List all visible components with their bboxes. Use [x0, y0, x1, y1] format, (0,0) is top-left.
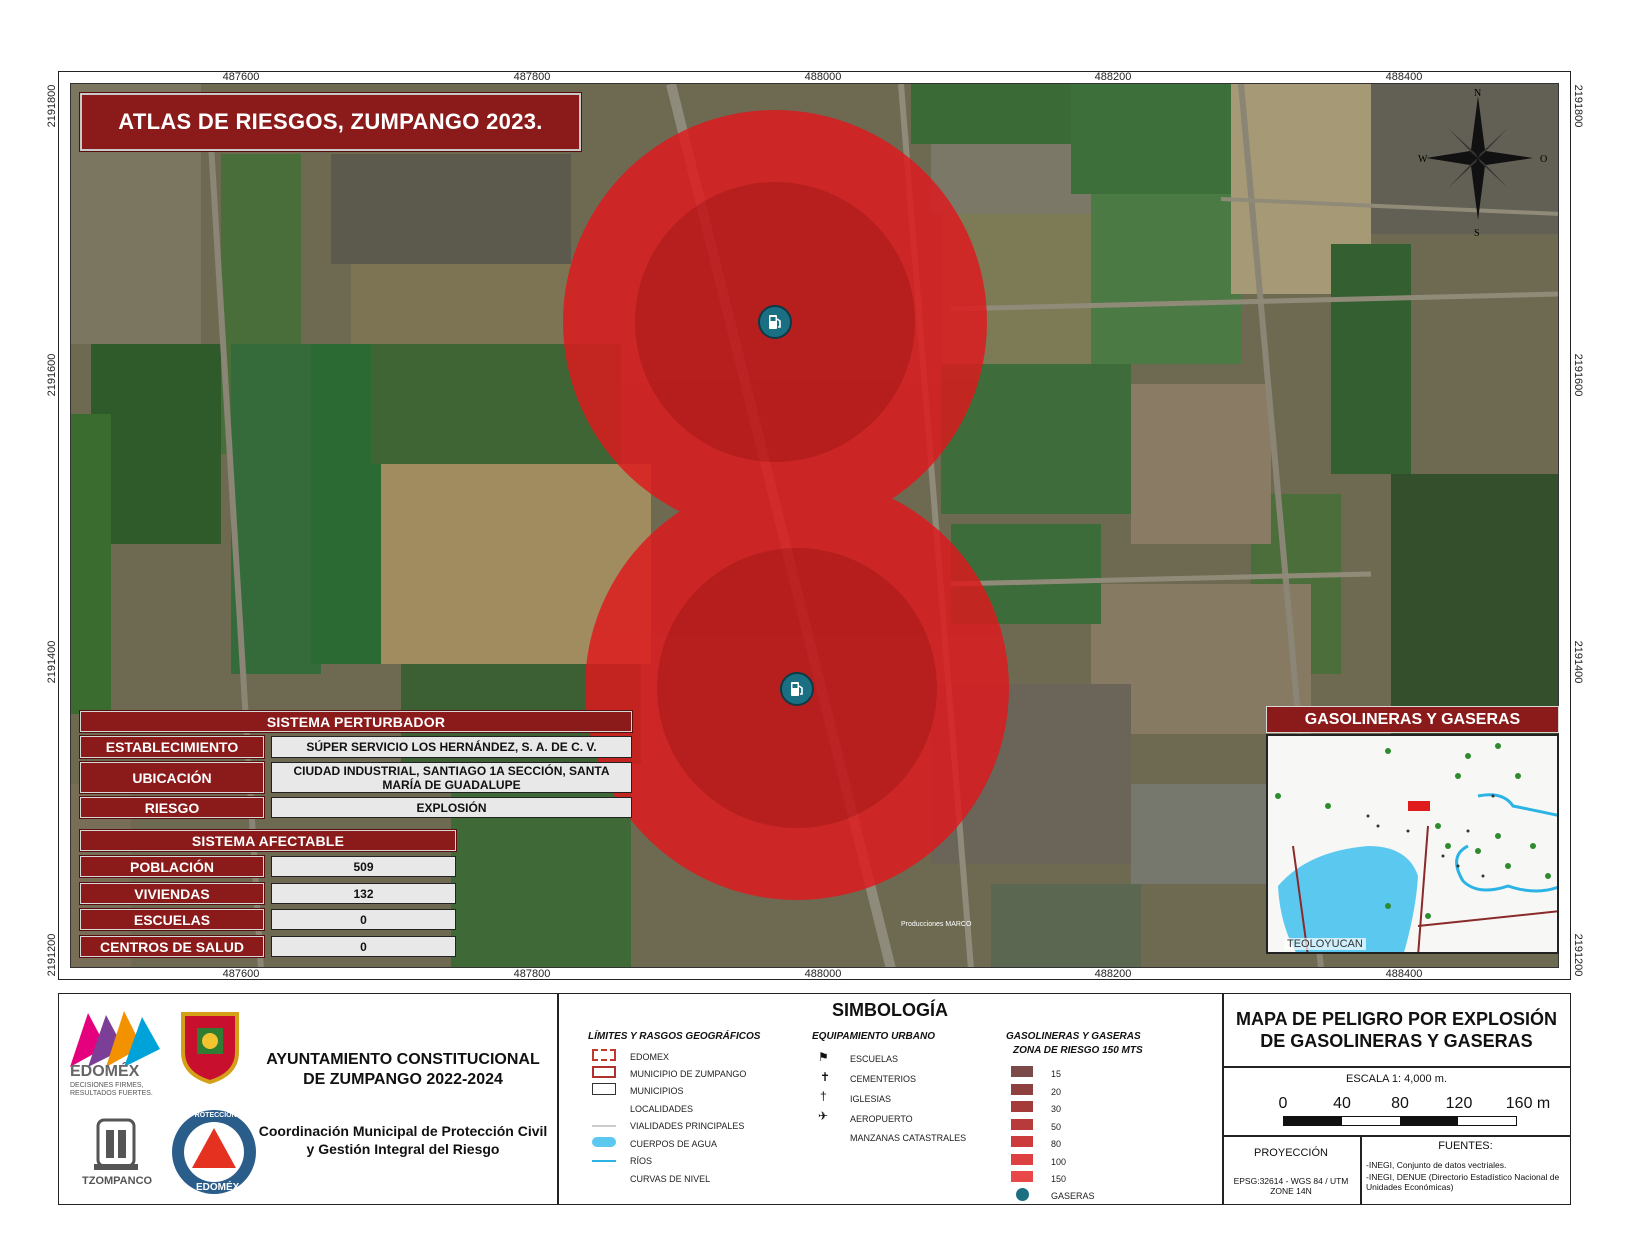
- inset-title: GASOLINERAS Y GASERAS: [1266, 706, 1559, 733]
- zumpango-boundary-symbol: [592, 1066, 616, 1078]
- x-tick-bottom: 488400: [1385, 968, 1423, 980]
- y-tick-left: 2191800: [46, 84, 58, 128]
- risk-zone-label: 100: [1051, 1157, 1067, 1167]
- legend-item: ESCUELAS: [850, 1054, 899, 1064]
- viviendas-value: 132: [271, 883, 456, 904]
- divider: [557, 993, 559, 1205]
- x-tick-bottom: 488000: [804, 968, 842, 980]
- risk-zone-swatch: [1011, 1119, 1033, 1130]
- risk-zone-label: 80: [1051, 1139, 1062, 1149]
- legend-item: MUNICIPIO DE ZUMPANGO: [630, 1069, 747, 1079]
- viviendas-label: VIVIENDAS: [80, 883, 264, 904]
- municipios-symbol: [592, 1083, 616, 1095]
- risk-zone-swatch: [1011, 1084, 1033, 1095]
- sources-header: FUENTES:: [1438, 1140, 1493, 1152]
- scale-number: 80: [1391, 1095, 1409, 1112]
- ubicacion-label: UBICACIÓN: [80, 762, 264, 793]
- scale-number: 120: [1445, 1095, 1473, 1112]
- edomex-tagline: DECISIONES FIRMES, RESULTADOS FUERTES.: [70, 1082, 153, 1097]
- pc-logo-bottom: EDOMÉX: [196, 1182, 240, 1193]
- scale-number: 0: [1278, 1095, 1288, 1112]
- atlas-title: ATLAS DE RIESGOS, ZUMPANGO 2023.: [80, 93, 581, 151]
- poblacion-label: POBLACIÓN: [80, 856, 264, 877]
- scale-bar: [1283, 1116, 1517, 1126]
- poblacion-value: 509: [271, 856, 456, 877]
- map-credit: Producciones MARCO: [901, 921, 972, 928]
- legend-risk-header: GASOLINERAS Y GASERAS: [1006, 1031, 1141, 1042]
- org-name: AYUNTAMIENTO CONSTITUCIONAL DE ZUMPANGO 2022-2024: [266, 1051, 540, 1088]
- establecimiento-label: ESTABLECIMIENTO: [80, 736, 264, 758]
- escuelas-label: ESCUELAS: [80, 909, 264, 930]
- edomex-boundary-symbol: [592, 1049, 616, 1061]
- risk-zone-swatch: [1011, 1136, 1033, 1147]
- risk-zone-label: 15: [1051, 1069, 1062, 1079]
- coat-of-arms-icon: [175, 1008, 245, 1084]
- church-icon: †: [820, 1089, 827, 1103]
- airport-icon: ✈: [818, 1109, 829, 1123]
- north-arrow-icon: [1418, 88, 1556, 238]
- legend-urban-header: EQUIPAMIENTO URBANO: [812, 1031, 935, 1042]
- divider: [1222, 1135, 1571, 1137]
- gas-station-icon[interactable]: [758, 305, 792, 339]
- legend-item: CEMENTERIOS: [850, 1074, 917, 1084]
- projection-header: PROYECCIÓN: [1254, 1147, 1328, 1159]
- school-flag-icon: ⚑: [818, 1050, 829, 1064]
- legend-item: LOCALIDADES: [630, 1104, 694, 1114]
- riesgo-label: RIESGO: [80, 797, 264, 818]
- river-symbol: [592, 1160, 616, 1162]
- scale-number: 160 m: [1505, 1095, 1551, 1112]
- x-tick-top: 487800: [513, 71, 551, 83]
- x-tick-bottom: 488200: [1094, 968, 1132, 980]
- legend-item: IGLESIAS: [850, 1094, 892, 1104]
- legend-limits-header: LÍMITES Y RASGOS GEOGRÁFICOS: [588, 1031, 761, 1042]
- proteccion-civil-logo: [170, 1108, 258, 1196]
- edomex-logo-text: EDOMÉX: [70, 1063, 140, 1080]
- tzompanco-text: TZOMPANCO: [82, 1175, 153, 1187]
- riesgo-value: EXPLOSIÓN: [271, 797, 632, 818]
- scale-text: ESCALA 1: 4,000 m.: [1346, 1073, 1447, 1085]
- risk-zone-swatch: [1011, 1154, 1033, 1165]
- sistema-perturbador-header: SISTEMA PERTURBADOR: [80, 711, 632, 732]
- establecimiento-value: SÚPER SERVICIO LOS HERNÁNDEZ, S. A. DE C. V.: [271, 736, 632, 758]
- svg-text:W: W: [1418, 154, 1428, 165]
- gaseras-icon: [1016, 1188, 1029, 1201]
- gas-station-icon[interactable]: [780, 672, 814, 706]
- svg-text:S: S: [1474, 228, 1480, 238]
- svg-text:N: N: [1474, 88, 1482, 99]
- projection-value: EPSG:32614 - WGS 84 / UTM ZONE 14N: [1233, 1176, 1349, 1196]
- centros-salud-value: 0: [271, 936, 456, 957]
- inset-map[interactable]: [1266, 734, 1559, 954]
- x-tick-top: 488200: [1094, 71, 1132, 83]
- y-tick-right: 2191600: [1572, 353, 1584, 397]
- risk-zone-swatch: [1011, 1171, 1033, 1182]
- y-tick-right: 2191800: [1572, 84, 1584, 128]
- legend-item: CUERPOS DE AGUA: [630, 1139, 718, 1149]
- x-tick-top: 488000: [804, 71, 842, 83]
- risk-zone-label: 20: [1051, 1087, 1062, 1097]
- org-subtitle: Coordinación Municipal de Protección Civil y Gestión Integral del Riesgo: [258, 1123, 548, 1157]
- legend-item: CURVAS DE NIVEL: [630, 1174, 711, 1184]
- y-tick-left: 2191200: [46, 933, 58, 977]
- risk-zone-label: 30: [1051, 1104, 1062, 1114]
- source-line: -INEGI, DENUE (Directorio Estadístico Nacional de Unidades Económicas): [1366, 1172, 1560, 1192]
- inset-label: TEOLOYUCAN: [1284, 938, 1366, 950]
- sistema-afectable-header: SISTEMA AFECTABLE: [80, 830, 456, 851]
- ubicacion-value: CIUDAD INDUSTRIAL, SANTIAGO 1A SECCIÓN, SANTA MARÍA DE GUADALUPE: [271, 762, 632, 793]
- pc-logo-top: PROTECCIÓN CIVIL: [190, 1112, 257, 1119]
- divider: [1222, 1066, 1571, 1068]
- legend-item: MANZANAS CATASTRALES: [850, 1133, 967, 1143]
- legend-item: AEROPUERTO: [850, 1114, 913, 1124]
- legend-item: VIALIDADES PRINCIPALES: [630, 1121, 745, 1131]
- vialidades-symbol: [592, 1125, 616, 1127]
- risk-zone-label: 150: [1051, 1174, 1067, 1184]
- svg-text:O: O: [1540, 154, 1548, 165]
- legend-item: EDOMEX: [630, 1052, 670, 1062]
- risk-zone-label: 50: [1051, 1122, 1062, 1132]
- scale-number: 40: [1333, 1095, 1351, 1112]
- centros-salud-label: CENTROS DE SALUD: [80, 936, 264, 957]
- risk-zone-swatch: [1011, 1066, 1033, 1077]
- x-tick-top: 487600: [222, 71, 260, 83]
- x-tick-bottom: 487800: [513, 968, 551, 980]
- risk-zone-swatch: [1011, 1101, 1033, 1112]
- legend-item: RÍOS: [630, 1156, 653, 1166]
- map-main-title: MAPA DE PELIGRO POR EXPLOSIÓN DE GASOLINERAS Y GASERAS: [1235, 1009, 1558, 1051]
- edomex-logo: [70, 1003, 160, 1067]
- legend-risk-subheader: ZONA DE RIESGO 150 MTS: [1013, 1045, 1143, 1056]
- x-tick-bottom: 487600: [222, 968, 260, 980]
- x-tick-top: 488400: [1385, 71, 1423, 83]
- inset-map-graphic: [1268, 736, 1559, 954]
- cemetery-icon: ✝: [820, 1070, 831, 1084]
- legend-item: GASERAS: [1051, 1191, 1095, 1201]
- water-body-symbol: [592, 1137, 616, 1147]
- source-line: -INEGI, Conjunto de datos vectriales.: [1366, 1160, 1507, 1170]
- legend-title: SIMBOLOGÍA: [832, 1000, 948, 1020]
- tzompanco-logo: [88, 1112, 144, 1174]
- escuelas-value: 0: [271, 909, 456, 930]
- y-tick-right: 2191400: [1572, 640, 1584, 684]
- legend-item: MUNICIPIOS: [630, 1086, 684, 1096]
- y-tick-right: 2191200: [1572, 933, 1584, 977]
- y-tick-left: 2191600: [46, 353, 58, 397]
- y-tick-left: 2191400: [46, 640, 58, 684]
